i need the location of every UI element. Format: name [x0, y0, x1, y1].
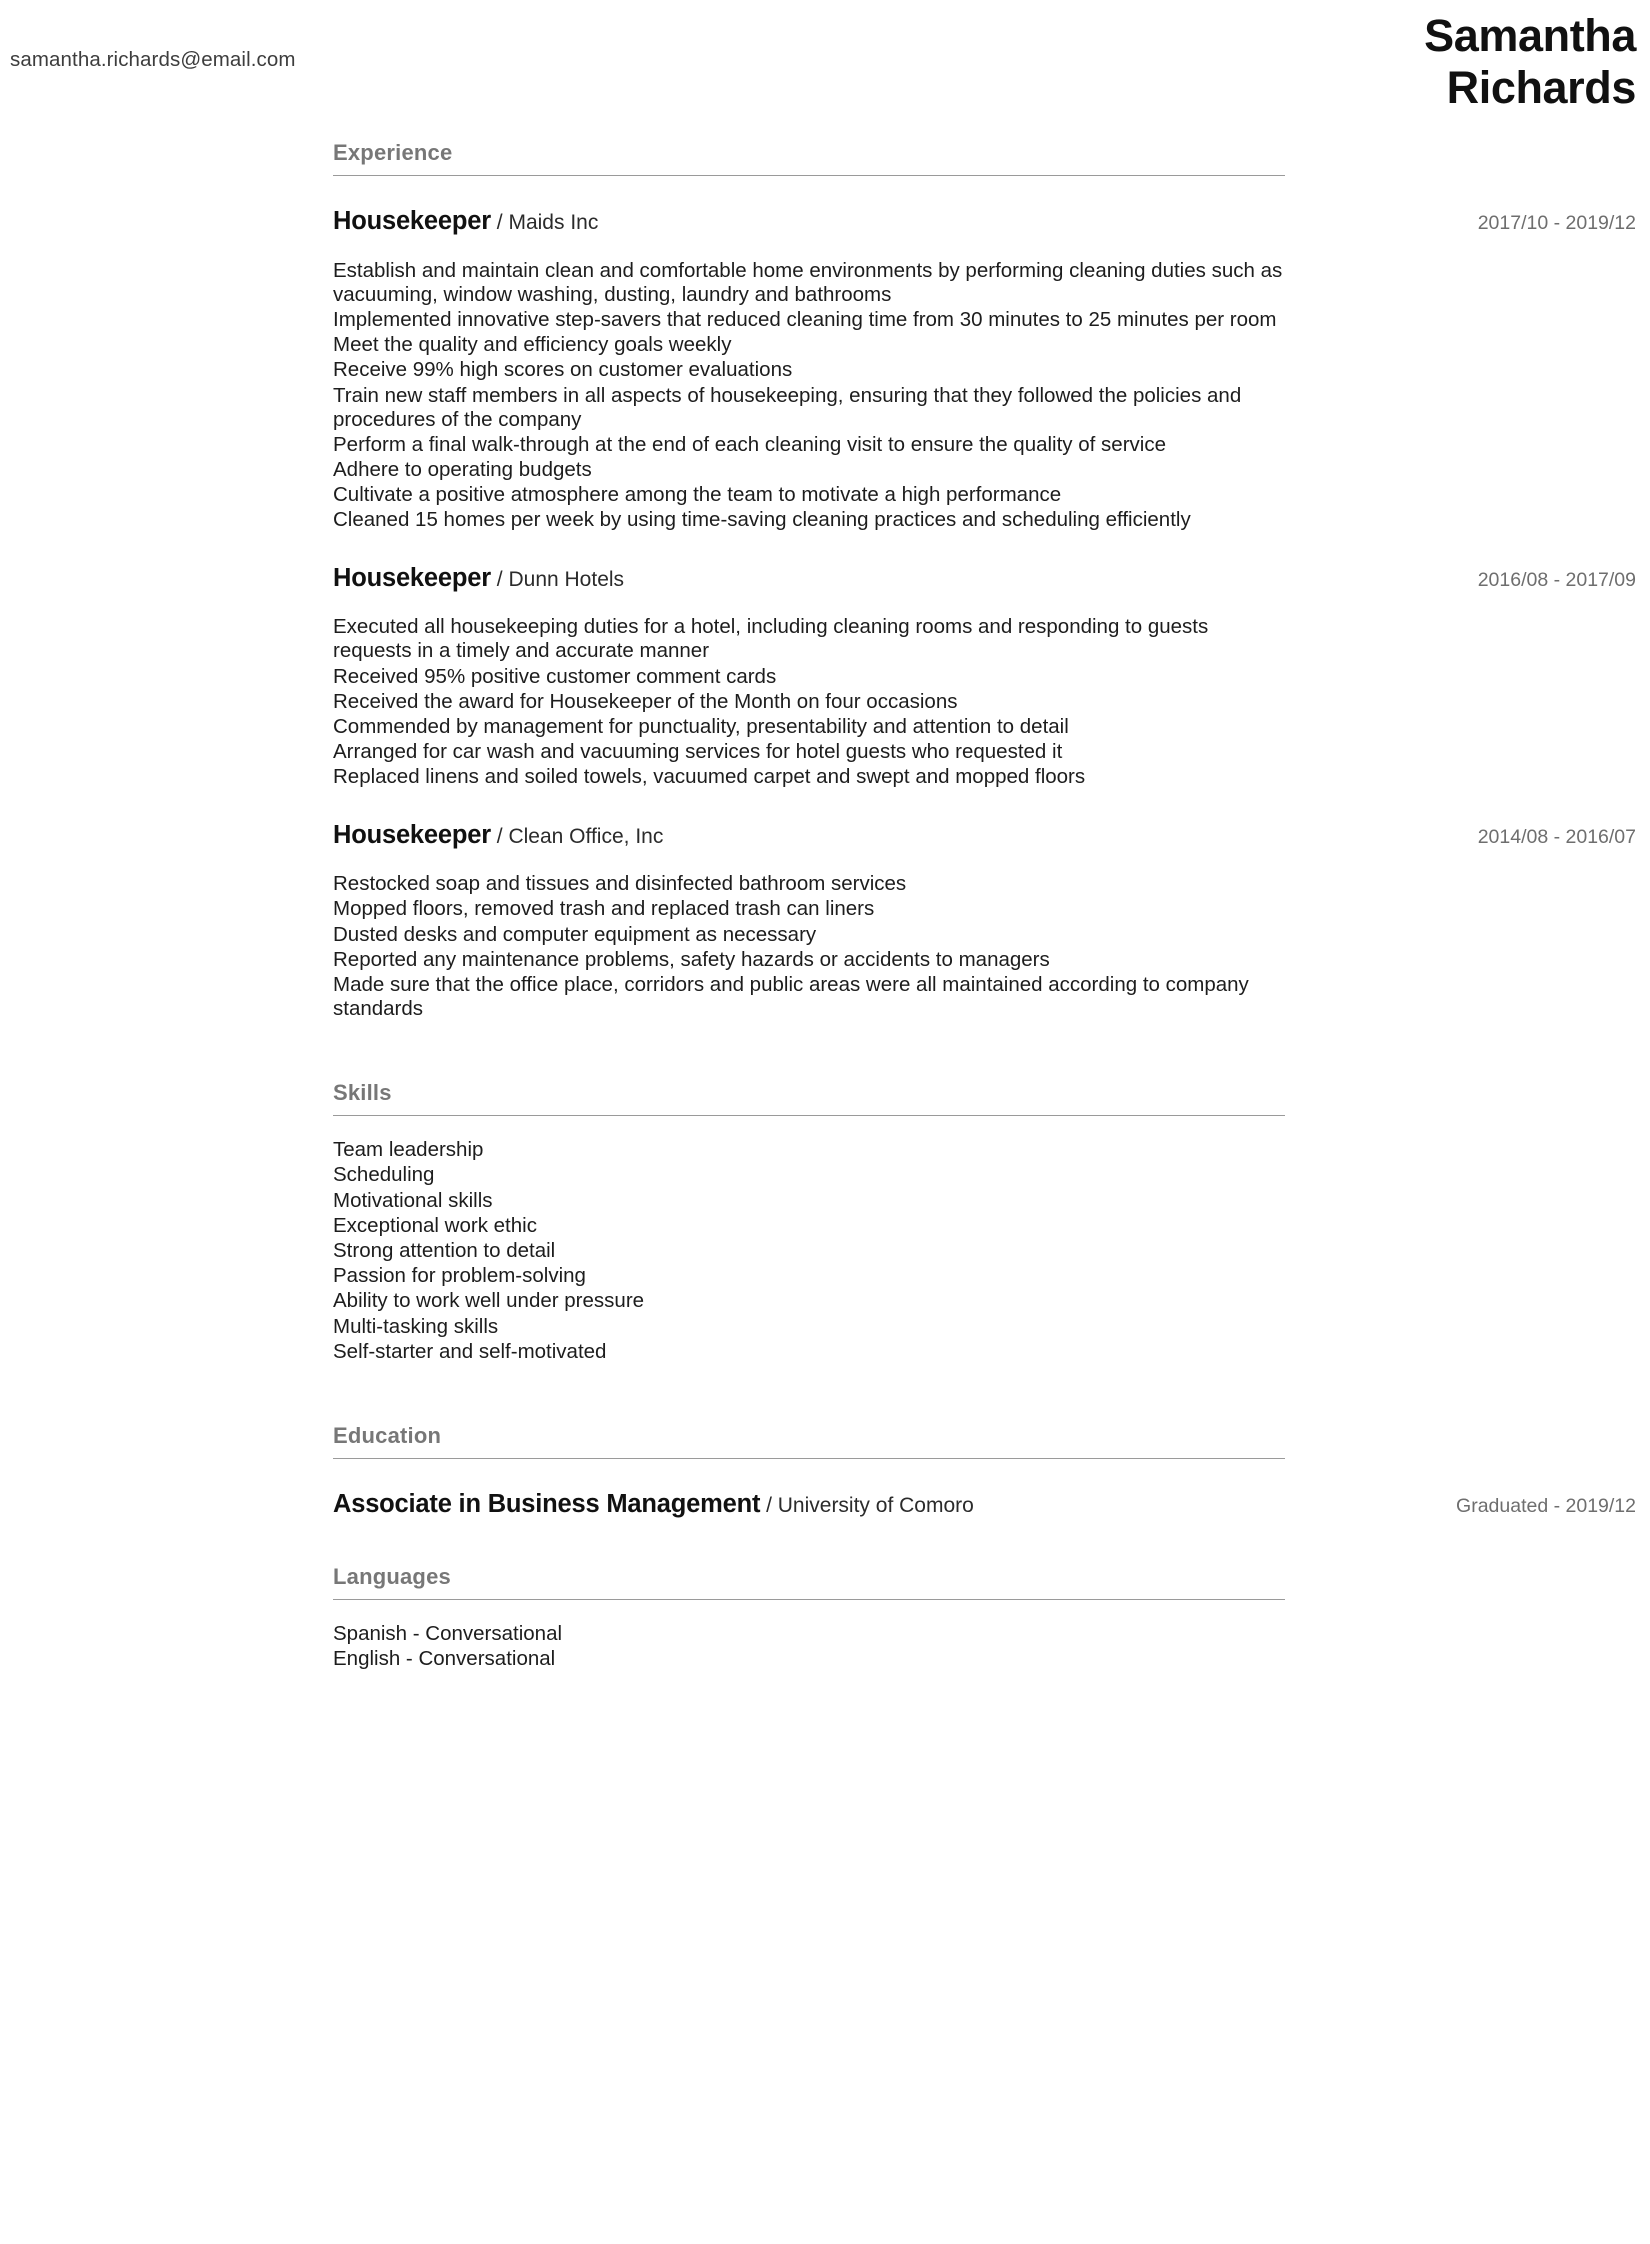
experience-entry-head: [333, 206, 1636, 237]
skill-item: Multi-tasking skills: [333, 1314, 499, 1338]
job-bullet: Commended by management for punctuality, presentability and attention to detail: [333, 715, 1069, 738]
job-dates: 2017/10 - 2019/12: [1477, 212, 1636, 234]
contact-email: samantha.richards@email.com: [10, 48, 296, 71]
section-title-skills: Skills: [333, 1080, 1285, 1116]
section-title-education: Education: [333, 1423, 1285, 1459]
candidate-name: [1076, 10, 1636, 114]
skill-item: Motivational skills: [333, 1188, 493, 1212]
skill-item: Self-starter and self-motivated: [333, 1339, 607, 1363]
job-bullet: Received the award for Housekeeper of the Month on four occasions: [333, 689, 958, 713]
skills-list: [333, 1138, 1636, 1364]
experience-entry: [333, 820, 1636, 1022]
skill-item: Passion for problem-solving: [333, 1264, 586, 1288]
job-bullet: Establish and maintain clean and comfortable home environments by performing cleaning duties such as vacuuming, window washing, dusting, laundry and bathrooms: [333, 258, 1283, 306]
job-company: / Clean Office, Inc: [490, 824, 664, 848]
job-bullet: Restocked soap and tissues and disinfected bathroom services: [333, 872, 907, 896]
section-experience: [333, 140, 1636, 1021]
section-skills: [333, 1080, 1636, 1364]
language-item: English - Conversational: [333, 1646, 556, 1670]
section-title-languages: Languages: [333, 1564, 1285, 1600]
job-bullets: [333, 259, 1285, 533]
skill-item: Ability to work well under pressure: [333, 1289, 645, 1313]
skill-item: Scheduling: [333, 1163, 435, 1187]
job-bullet: Dusted desks and computer equipment as necessary: [333, 922, 817, 946]
school-name: / University of Comoro: [760, 1493, 974, 1517]
job-bullet: Cultivate a positive atmosphere among the team to motivate a high performance: [333, 483, 1062, 507]
section-languages: [333, 1564, 1636, 1671]
job-title: Housekeeper: [333, 207, 491, 235]
job-bullet: Cleaned 15 homes per week by using time-saving cleaning practices and scheduling efficiently: [333, 508, 1191, 532]
section-education: [333, 1423, 1636, 1520]
job-company: / Dunn Hotels: [490, 567, 625, 591]
degree-title: Associate in Business Management: [333, 1489, 761, 1518]
candidate-last-name: Richards: [1446, 61, 1636, 113]
section-title-experience: Experience: [333, 140, 1285, 176]
job-title: Housekeeper: [333, 820, 491, 849]
job-bullet: Mopped floors, removed trash and replaced trash can liners: [333, 897, 875, 921]
job-bullets: [333, 615, 1285, 789]
job-dates: 2014/08 - 2016/07: [1477, 825, 1636, 848]
job-title: Housekeeper: [333, 563, 491, 592]
experience-entry-head: [333, 820, 1636, 851]
job-company: / Maids Inc: [490, 211, 599, 234]
job-bullet: Reported any maintenance problems, safety hazards or accidents to managers: [333, 947, 1050, 971]
job-bullet: Replaced linens and soiled towels, vacuumed carpet and swept and mopped floors: [333, 765, 1086, 789]
resume-header: [0, 0, 1650, 140]
job-bullet: Perform a final walk-through at the end of each cleaning visit to ensure the quality of service: [333, 432, 1166, 456]
education-entry-head: [333, 1489, 1636, 1520]
education-dates: Graduated - 2019/12: [1456, 1494, 1636, 1517]
candidate-first-name: Samantha: [1424, 10, 1636, 61]
job-bullet: Executed all housekeeping duties for a hotel, including cleaning rooms and responding to guests requests in a timely and accurate manner: [333, 615, 1209, 663]
education-entry: [333, 1489, 1636, 1520]
job-bullet: Implemented innovative step-savers that reduced cleaning time from 30 minutes to 25 minutes per room: [333, 307, 1277, 331]
skill-item: Team leadership: [333, 1138, 484, 1162]
job-bullet: Meet the quality and efficiency goals weekly: [333, 333, 732, 357]
job-bullet: Receive 99% high scores on customer evaluations: [333, 358, 793, 382]
resume-body: [0, 140, 1650, 1706]
experience-entry-head: [333, 563, 1636, 594]
job-bullet: Received 95% positive customer comment cards: [333, 664, 777, 688]
skill-item: Exceptional work ethic: [333, 1213, 537, 1237]
job-bullet: Train new staff members in all aspects of housekeeping, ensuring that they followed the policies and procedures of the company: [333, 383, 1242, 431]
language-item: Spanish - Conversational: [333, 1621, 563, 1645]
job-bullet: Arranged for car wash and vacuuming services for hotel guests who requested it: [333, 740, 1063, 764]
job-bullet: Made sure that the office place, corridors and public areas were all maintained according to company standards: [333, 972, 1249, 1021]
job-bullet: Adhere to operating budgets: [333, 458, 592, 482]
job-dates: 2016/08 - 2017/09: [1477, 568, 1636, 591]
job-bullets: [333, 872, 1285, 1021]
skill-item: Strong attention to detail: [333, 1239, 556, 1263]
languages-list: [333, 1622, 1636, 1671]
experience-entry: [333, 206, 1636, 533]
experience-entry: [333, 563, 1636, 790]
